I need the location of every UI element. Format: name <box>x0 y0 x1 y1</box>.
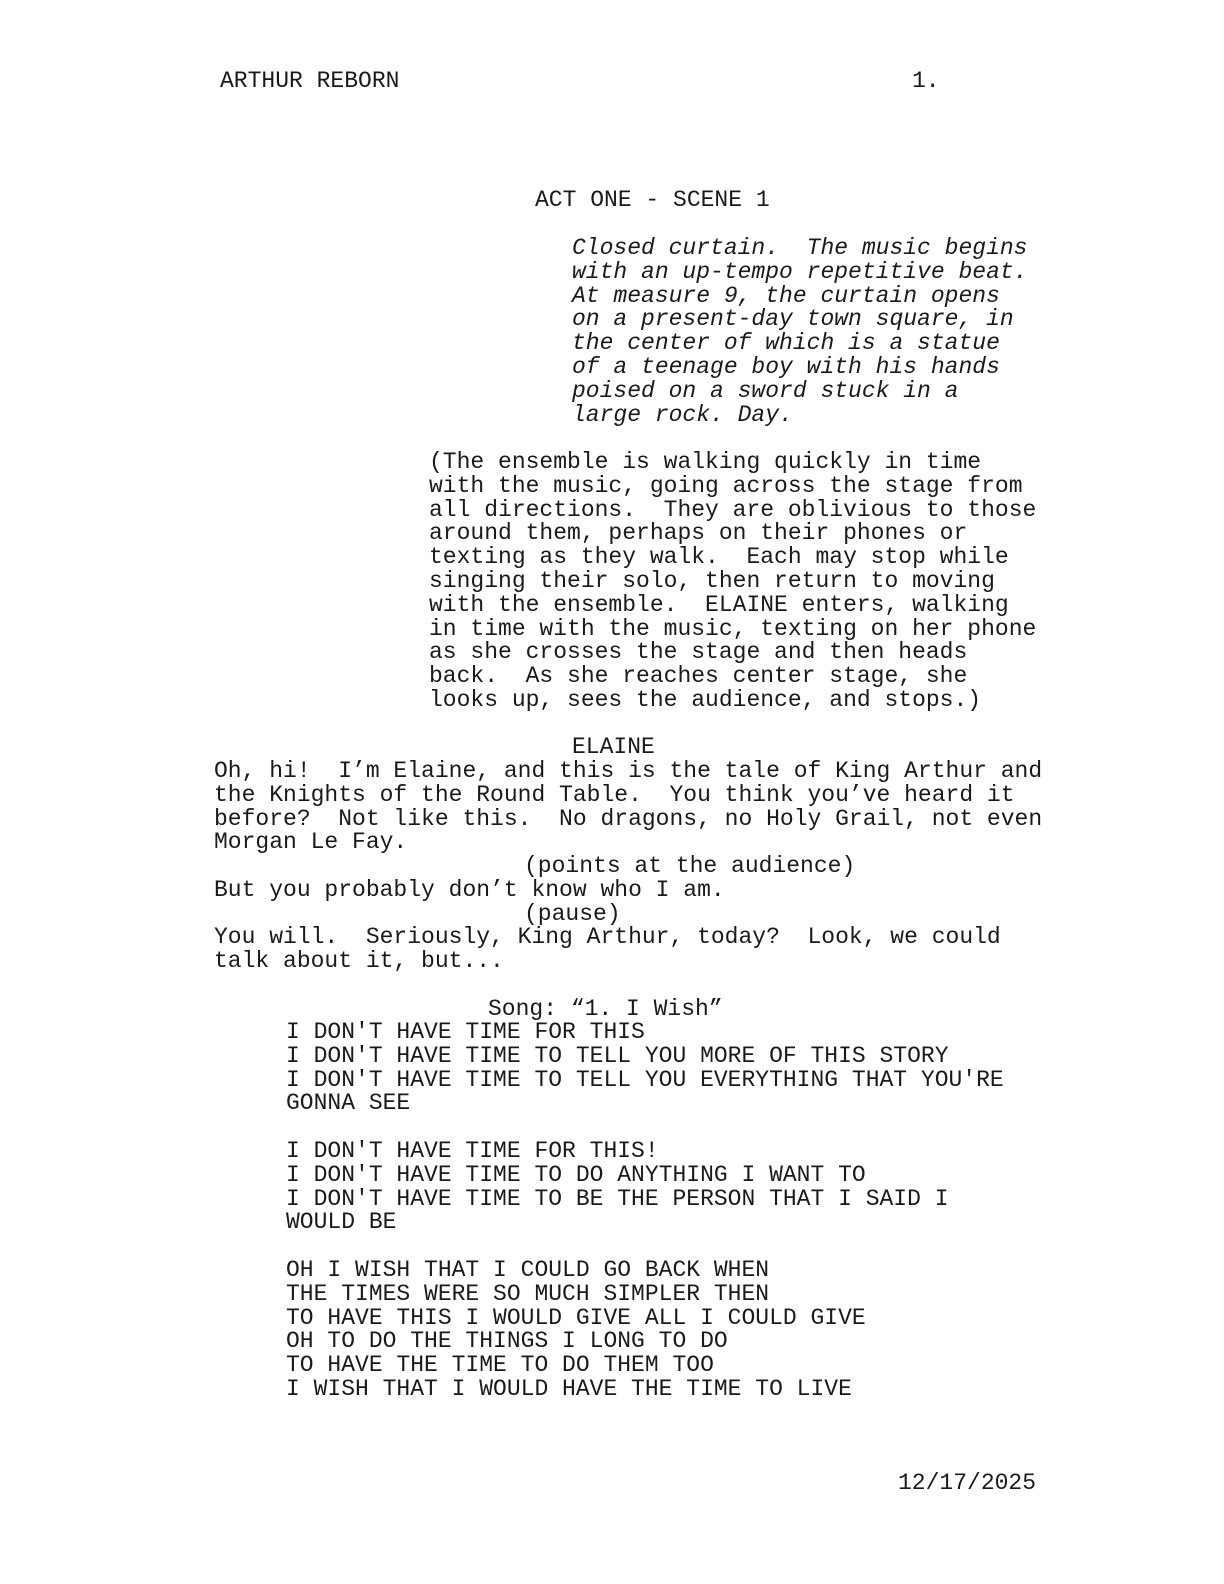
stage-direction <box>572 237 1027 427</box>
lyric-line: I DON'T HAVE TIME TO BE THE PERSON THAT I SAID I <box>286 1185 949 1212</box>
lyric-line: I DON'T HAVE TIME TO TELL YOU MORE OF THIS STORY <box>286 1042 949 1069</box>
stage-direction-line: At measure 9, the curtain opens <box>572 282 1000 309</box>
action-line: with the music, going across the stage from <box>429 472 1023 499</box>
lyrics-verse <box>286 1140 949 1235</box>
page-number: 1. <box>912 68 940 94</box>
action-line: in time with the music, texting on her phone <box>429 615 1037 642</box>
lyrics-verse <box>286 1259 866 1402</box>
action-line: texting as they walk. Each may stop while <box>429 544 1009 571</box>
action-line: back. As she reaches center stage, she <box>429 663 968 690</box>
stage-direction-line: the center of which is a statue <box>572 330 1000 357</box>
lyrics-verse <box>286 1021 1004 1116</box>
dialogue-block <box>214 926 1001 974</box>
parenthetical: (pause) <box>524 901 621 927</box>
lyric-line: TO HAVE THE TIME TO DO THEM TOO <box>286 1352 714 1379</box>
dialogue-line: Morgan Le Fay. <box>214 829 408 856</box>
lyric-line: I DON'T HAVE TIME TO DO ANYTHING I WANT TO <box>286 1161 866 1188</box>
lyric-line: TO HAVE THIS I WOULD GIVE ALL I COULD GIVE <box>286 1304 866 1331</box>
stage-direction-line: large rock. Day. <box>572 401 793 428</box>
lyric-line: I WISH THAT I WOULD HAVE THE TIME TO LIVE <box>286 1375 852 1402</box>
stage-direction-line: on a present-day town square, in <box>572 306 1014 333</box>
lyric-line: I DON'T HAVE TIME TO TELL YOU EVERYTHING THAT YOU'RE <box>286 1066 1004 1093</box>
stage-direction-line: of a teenage boy with his hands <box>572 353 1000 380</box>
scene-heading: ACT ONE - SCENE 1 <box>535 187 770 213</box>
dialogue-line: before? Not like this. No dragons, no Holy Grail, not even <box>214 805 1043 832</box>
parenthetical: (points at the audience) <box>524 853 856 879</box>
action-line: as she crosses the stage and then heads <box>429 639 968 666</box>
lyric-line: GONNA SEE <box>286 1090 411 1117</box>
dialogue-line: the Knights of the Round Table. You think you’ve heard it <box>214 781 1015 808</box>
action-line: (The ensemble is walking quickly in time <box>429 449 982 475</box>
lyric-line: I DON'T HAVE TIME FOR THIS <box>286 1019 645 1045</box>
dialogue-line: You will. Seriously, King Arthur, today? Look, we could <box>214 924 1001 950</box>
lyric-line: OH I WISH THAT I COULD GO BACK WHEN <box>286 1257 770 1283</box>
dialogue-line: talk about it, but... <box>214 947 504 974</box>
lyric-line: OH TO DO THE THINGS I LONG TO DO <box>286 1328 728 1355</box>
stage-direction-line: Closed curtain. The music begins <box>572 235 1028 261</box>
stage-direction-line: with an up-tempo repetitive beat. <box>572 258 1028 285</box>
stage-direction-line: poised on a sword stuck in a <box>572 377 959 404</box>
dialogue-block <box>214 760 1042 855</box>
action-paragraph <box>429 451 1036 713</box>
action-line: around them, perhaps on their phones or <box>429 520 968 547</box>
dialogue-line: Oh, hi! I’m Elaine, and this is the tale of King Arthur and <box>214 758 1043 784</box>
script-title: ARTHUR REBORN <box>220 68 400 94</box>
action-line: singing their solo, then return to moving <box>429 567 995 594</box>
lyric-line: I DON'T HAVE TIME FOR THIS! <box>286 1138 659 1164</box>
lyric-line: WOULD BE <box>286 1209 397 1236</box>
action-line: with the ensemble. ELAINE enters, walking <box>429 591 1009 618</box>
lyric-line: THE TIMES WERE SO MUCH SIMPLER THEN <box>286 1280 770 1307</box>
revision-date: 12/17/2025 <box>898 1470 1037 1496</box>
character-name: ELAINE <box>572 734 655 760</box>
action-line: looks up, sees the audience, and stops.) <box>429 686 982 713</box>
song-title: Song: “1. I Wish” <box>488 996 723 1022</box>
dialogue-line: But you probably don’t know who I am. <box>214 877 725 903</box>
action-line: all directions. They are oblivious to those <box>429 496 1037 523</box>
